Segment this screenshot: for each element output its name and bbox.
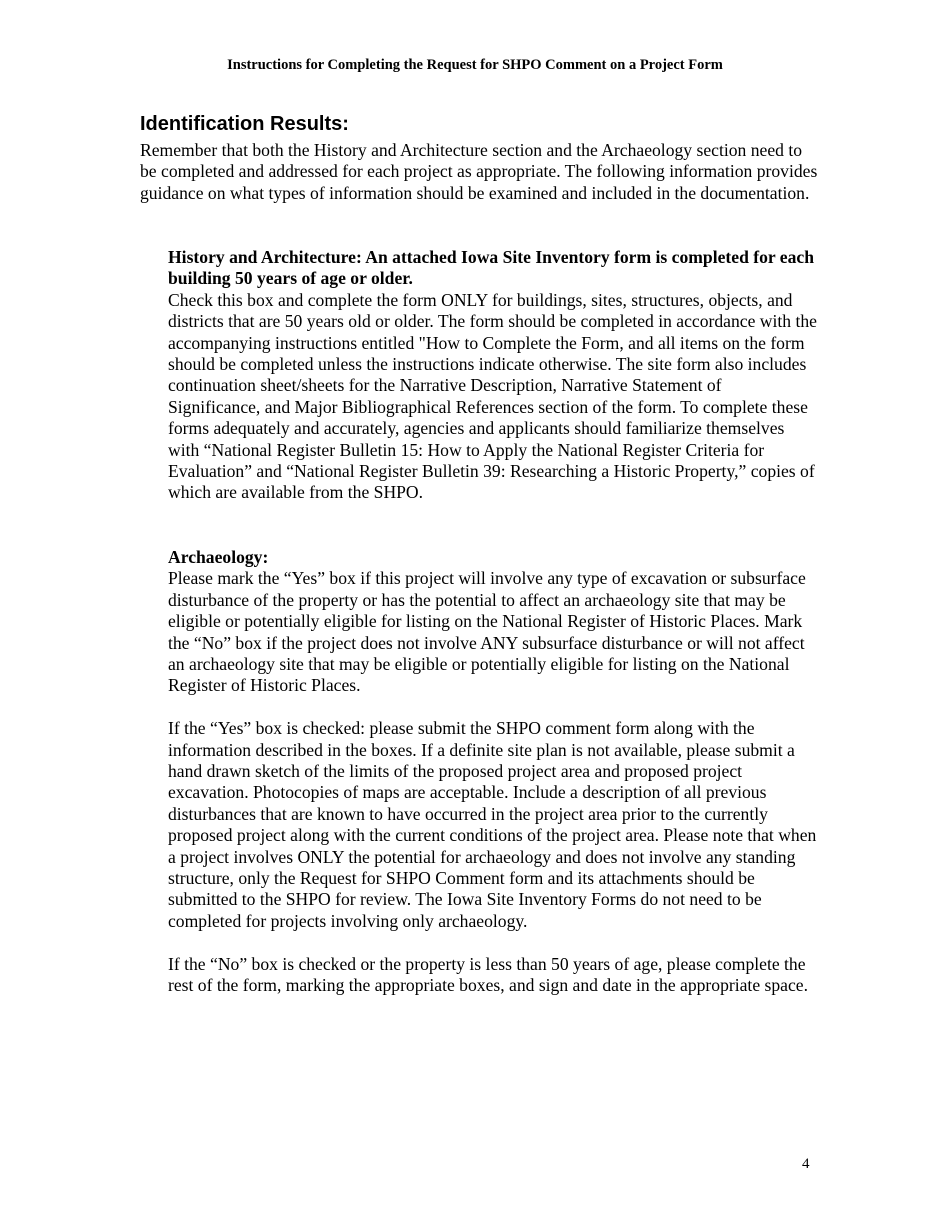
archaeology-paragraph-1: Please mark the “Yes” box if this project will involve any type of excavation or subsurface disturbance of the property or has the potential to affect an archaeology site that may be eligible or potentially eligible for listing on the National Register of Historic Places. Mark the “No” box if the project does not involve ANY subsurface disturbance or will not affect an archaeology site that may be eligible or potentially eligible for listing on the National Register of Historic Places. <box>168 568 806 696</box>
page-header-title: Instructions for Completing the Request for SHPO Comment on a Project Form <box>227 57 723 73</box>
section-heading: Identification Results: <box>140 113 349 135</box>
history-architecture-section <box>168 247 818 504</box>
page-number: 4 <box>802 1156 810 1172</box>
archaeology-paragraph-3: If the “No” box is checked or the property is less than 50 years of age, please complete the rest of the form, marking the appropriate boxes, and sign and date in the appropriate space. <box>168 953 808 996</box>
archaeology-section <box>168 547 818 997</box>
archaeology-heading: Archaeology: <box>168 547 269 567</box>
history-architecture-heading: History and Architecture: An attached Iowa Site Inventory form is completed for each building 50 years of age or older. <box>168 247 815 289</box>
history-architecture-body: Check this box and complete the form ONLY for buildings, sites, structures, objects, and districts that are 50 years old or older. The form should be completed in accordance with the accompanying instructions entitled "How to Complete the Form, and all items on the form should be completed unless the instructions indicate otherwise. The site form also includes continuation sheet/sheets for the Narrative Description, Narrative Statement of Significance, and Major Bibliographical References section of the form. To complete these forms adequately and accurately, agencies and applicants should familiarize themselves with “National Register Bulletin 15: How to Apply the National Register Criteria for Evaluation” and “National Register Bulletin 39: Researching a Historic Property,” copies of which are available from the SHPO. <box>168 289 817 503</box>
archaeology-paragraph-2: If the “Yes” box is checked: please submit the SHPO comment form along with the information described in the boxes. If a definite site plan is not available, please submit a hand drawn sketch of the limits of the proposed project area and proposed project excavation. Photocopies of maps are acceptable. Include a description of all previous disturbances that are known to have occurred in the project area prior to the currently proposed project along with the current conditions of the project area. Please note that when a project involves ONLY the potential for archaeology and does not involve any standing structure, only the Request for SHPO Comment form and its attachments should be submitted to the SHPO for review. The Iowa Site Inventory Forms do not need to be completed for projects involving only archaeology. <box>168 718 817 931</box>
intro-paragraph: Remember that both the History and Architecture section and the Archaeology section need to be completed and addressed for each project as appropriate. The following information provides guidance on what types of information should be examined and included in the documentation. <box>140 140 818 203</box>
